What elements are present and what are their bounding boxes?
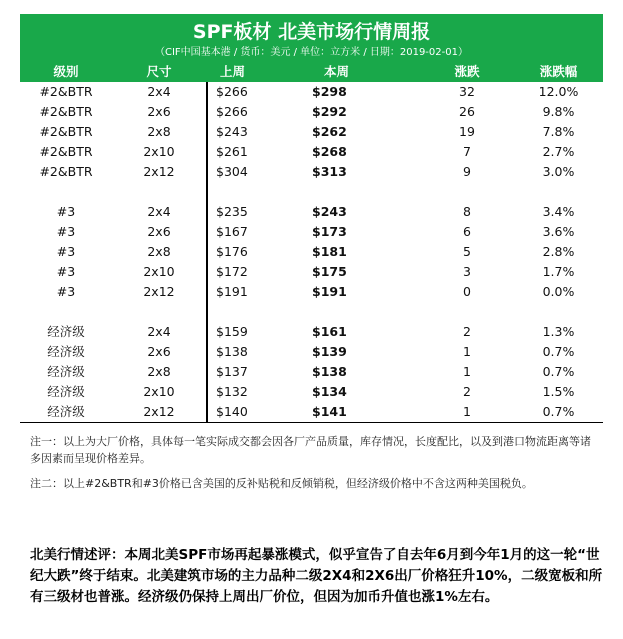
cell-grade: #2&BTR [39, 124, 93, 139]
cell-pct: 0.7% [542, 344, 575, 359]
cell-last-week: $137 [216, 364, 248, 379]
cell-last-week: $261 [216, 144, 248, 159]
cell-last-week: $167 [216, 224, 248, 239]
cell-last-week: $266 [216, 104, 248, 119]
cell-last-week: $191 [216, 284, 248, 299]
cell-pct: 1.5% [542, 384, 575, 399]
cell-last-week: $132 [216, 384, 248, 399]
cell-last-week: $235 [216, 204, 248, 219]
table-row [20, 222, 603, 242]
table-row [20, 262, 603, 282]
cell-change: 0 [463, 284, 471, 299]
price-table [20, 82, 603, 423]
cell-change: 7 [463, 144, 471, 159]
cell-change: 1 [463, 364, 471, 379]
cell-pct: 7.8% [542, 124, 575, 139]
cell-last-week: $159 [216, 324, 248, 339]
table-row [20, 342, 603, 362]
cell-change: 2 [463, 384, 471, 399]
column-headers [20, 61, 603, 82]
cell-grade: 经济级 [47, 344, 85, 359]
cell-grade: 经济级 [47, 404, 85, 419]
cell-this-week: $173 [312, 224, 347, 239]
cell-pct: 3.4% [542, 204, 575, 219]
cell-change: 32 [459, 84, 475, 99]
cell-grade: #2&BTR [39, 164, 93, 179]
cell-this-week: $134 [312, 384, 347, 399]
table-row [20, 82, 603, 102]
cell-size: 2x12 [143, 404, 175, 419]
table-row [20, 282, 603, 302]
cell-grade: #3 [56, 264, 76, 279]
cell-this-week: $243 [312, 204, 347, 219]
cell-this-week: $175 [312, 264, 347, 279]
cell-this-week: $268 [312, 144, 347, 159]
note-1: 注一：以上为大厂价格，具体每一笔实际成交都会因各厂产品质量，库存情况，长度配比，以及到港口物流距离等诸多因素而呈现价格差异。 [30, 435, 591, 465]
report-header [20, 14, 603, 82]
cell-pct: 0.0% [542, 284, 575, 299]
table-row [20, 142, 603, 162]
cell-size: 2x6 [147, 224, 171, 239]
cell-this-week: $292 [312, 104, 347, 119]
table-row [20, 322, 603, 342]
cell-grade: #3 [56, 204, 76, 219]
cell-this-week: $139 [312, 344, 347, 359]
cell-size: 2x6 [147, 104, 171, 119]
cell-last-week: $172 [216, 264, 248, 279]
cell-this-week: $313 [312, 164, 347, 179]
table-row [20, 362, 603, 382]
cell-size: 2x10 [143, 384, 175, 399]
group-spacer [20, 302, 603, 322]
table-row [20, 402, 603, 422]
col-change-header: 涨跌 [454, 64, 480, 79]
cell-change: 19 [459, 124, 475, 139]
cell-pct: 2.7% [542, 144, 575, 159]
cell-size: 2x10 [143, 144, 175, 159]
cell-change: 6 [463, 224, 471, 239]
cell-pct: 12.0% [538, 84, 579, 99]
cell-grade: #3 [56, 284, 76, 299]
cell-grade: #3 [56, 224, 76, 239]
table-row [20, 202, 603, 222]
cell-change: 9 [463, 164, 471, 179]
col-pct-header: 涨跌幅 [539, 64, 578, 79]
col-last-week-header: 上周 [220, 64, 246, 79]
cell-grade: #2&BTR [39, 84, 93, 99]
cell-this-week: $262 [312, 124, 347, 139]
table-row [20, 162, 603, 182]
table-row [20, 242, 603, 262]
cell-this-week: $138 [312, 364, 347, 379]
cell-pct: 9.8% [542, 104, 575, 119]
cell-pct: 3.6% [542, 224, 575, 239]
cell-pct: 0.7% [542, 364, 575, 379]
col-this-week-header: 本周 [324, 64, 350, 79]
note-2: 注二：以上#2&BTR和#3价格已含美国的反补贴税和反倾销税，但经济级价格中不含这两种美国税负。 [30, 477, 533, 490]
report-subtitle: （CIF中国基本港 / 货币：美元 / 单位：立方米 / 日期：2019-02-01） [155, 47, 468, 58]
cell-change: 2 [463, 324, 471, 339]
cell-pct: 0.7% [542, 404, 575, 419]
cell-last-week: $266 [216, 84, 248, 99]
cell-pct: 1.7% [542, 264, 575, 279]
cell-size: 2x4 [147, 204, 171, 219]
cell-pct: 2.8% [542, 244, 575, 259]
report [20, 14, 603, 423]
column-divider [206, 82, 208, 422]
cell-size: 2x8 [147, 364, 171, 379]
group-spacer [20, 182, 603, 202]
cell-size: 2x8 [147, 244, 171, 259]
cell-size: 2x8 [147, 124, 171, 139]
cell-last-week: $140 [216, 404, 248, 419]
cell-pct: 3.0% [542, 164, 575, 179]
cell-change: 3 [463, 264, 471, 279]
cell-change: 1 [463, 404, 471, 419]
cell-this-week: $298 [312, 84, 347, 99]
col-grade-header: 级别 [53, 64, 79, 79]
cell-grade: #3 [56, 244, 76, 259]
cell-grade: #2&BTR [39, 104, 93, 119]
cell-size: 2x4 [147, 324, 171, 339]
table-row [20, 122, 603, 142]
cell-change: 26 [459, 104, 475, 119]
market-comment: 北美行情述评：本周北美SPF市场再起暴涨模式，似乎宣告了自去年6月到今年1月的这一轮“世纪大跌”终于结束。北美建筑市场的主力品种二级2X4和2X6出厂价格狂升10%，二级宽板和所有三级材也普涨。经济级仍保持上周出厂价位，但因为加币升值也涨1%左右。 [30, 547, 603, 605]
cell-last-week: $304 [216, 164, 248, 179]
cell-this-week: $161 [312, 324, 347, 339]
cell-size: 2x12 [143, 164, 175, 179]
cell-this-week: $191 [312, 284, 347, 299]
cell-change: 5 [463, 244, 471, 259]
cell-grade: 经济级 [47, 324, 85, 339]
cell-last-week: $138 [216, 344, 248, 359]
cell-change: 1 [463, 344, 471, 359]
cell-change: 8 [463, 204, 471, 219]
cell-size: 2x10 [143, 264, 175, 279]
report-title: SPF板材 北美市场行情周报 [192, 21, 431, 43]
cell-grade: 经济级 [47, 384, 85, 399]
cell-this-week: $181 [312, 244, 347, 259]
cell-size: 2x4 [147, 84, 171, 99]
cell-this-week: $141 [312, 404, 347, 419]
col-size-header: 尺寸 [146, 64, 172, 79]
cell-last-week: $176 [216, 244, 248, 259]
table-row [20, 382, 603, 402]
table-row [20, 102, 603, 122]
cell-size: 2x6 [147, 344, 171, 359]
cell-pct: 1.3% [542, 324, 575, 339]
notes [30, 433, 600, 500]
cell-grade: 经济级 [47, 364, 85, 379]
cell-size: 2x12 [143, 284, 175, 299]
cell-last-week: $243 [216, 124, 248, 139]
cell-grade: #2&BTR [39, 144, 93, 159]
